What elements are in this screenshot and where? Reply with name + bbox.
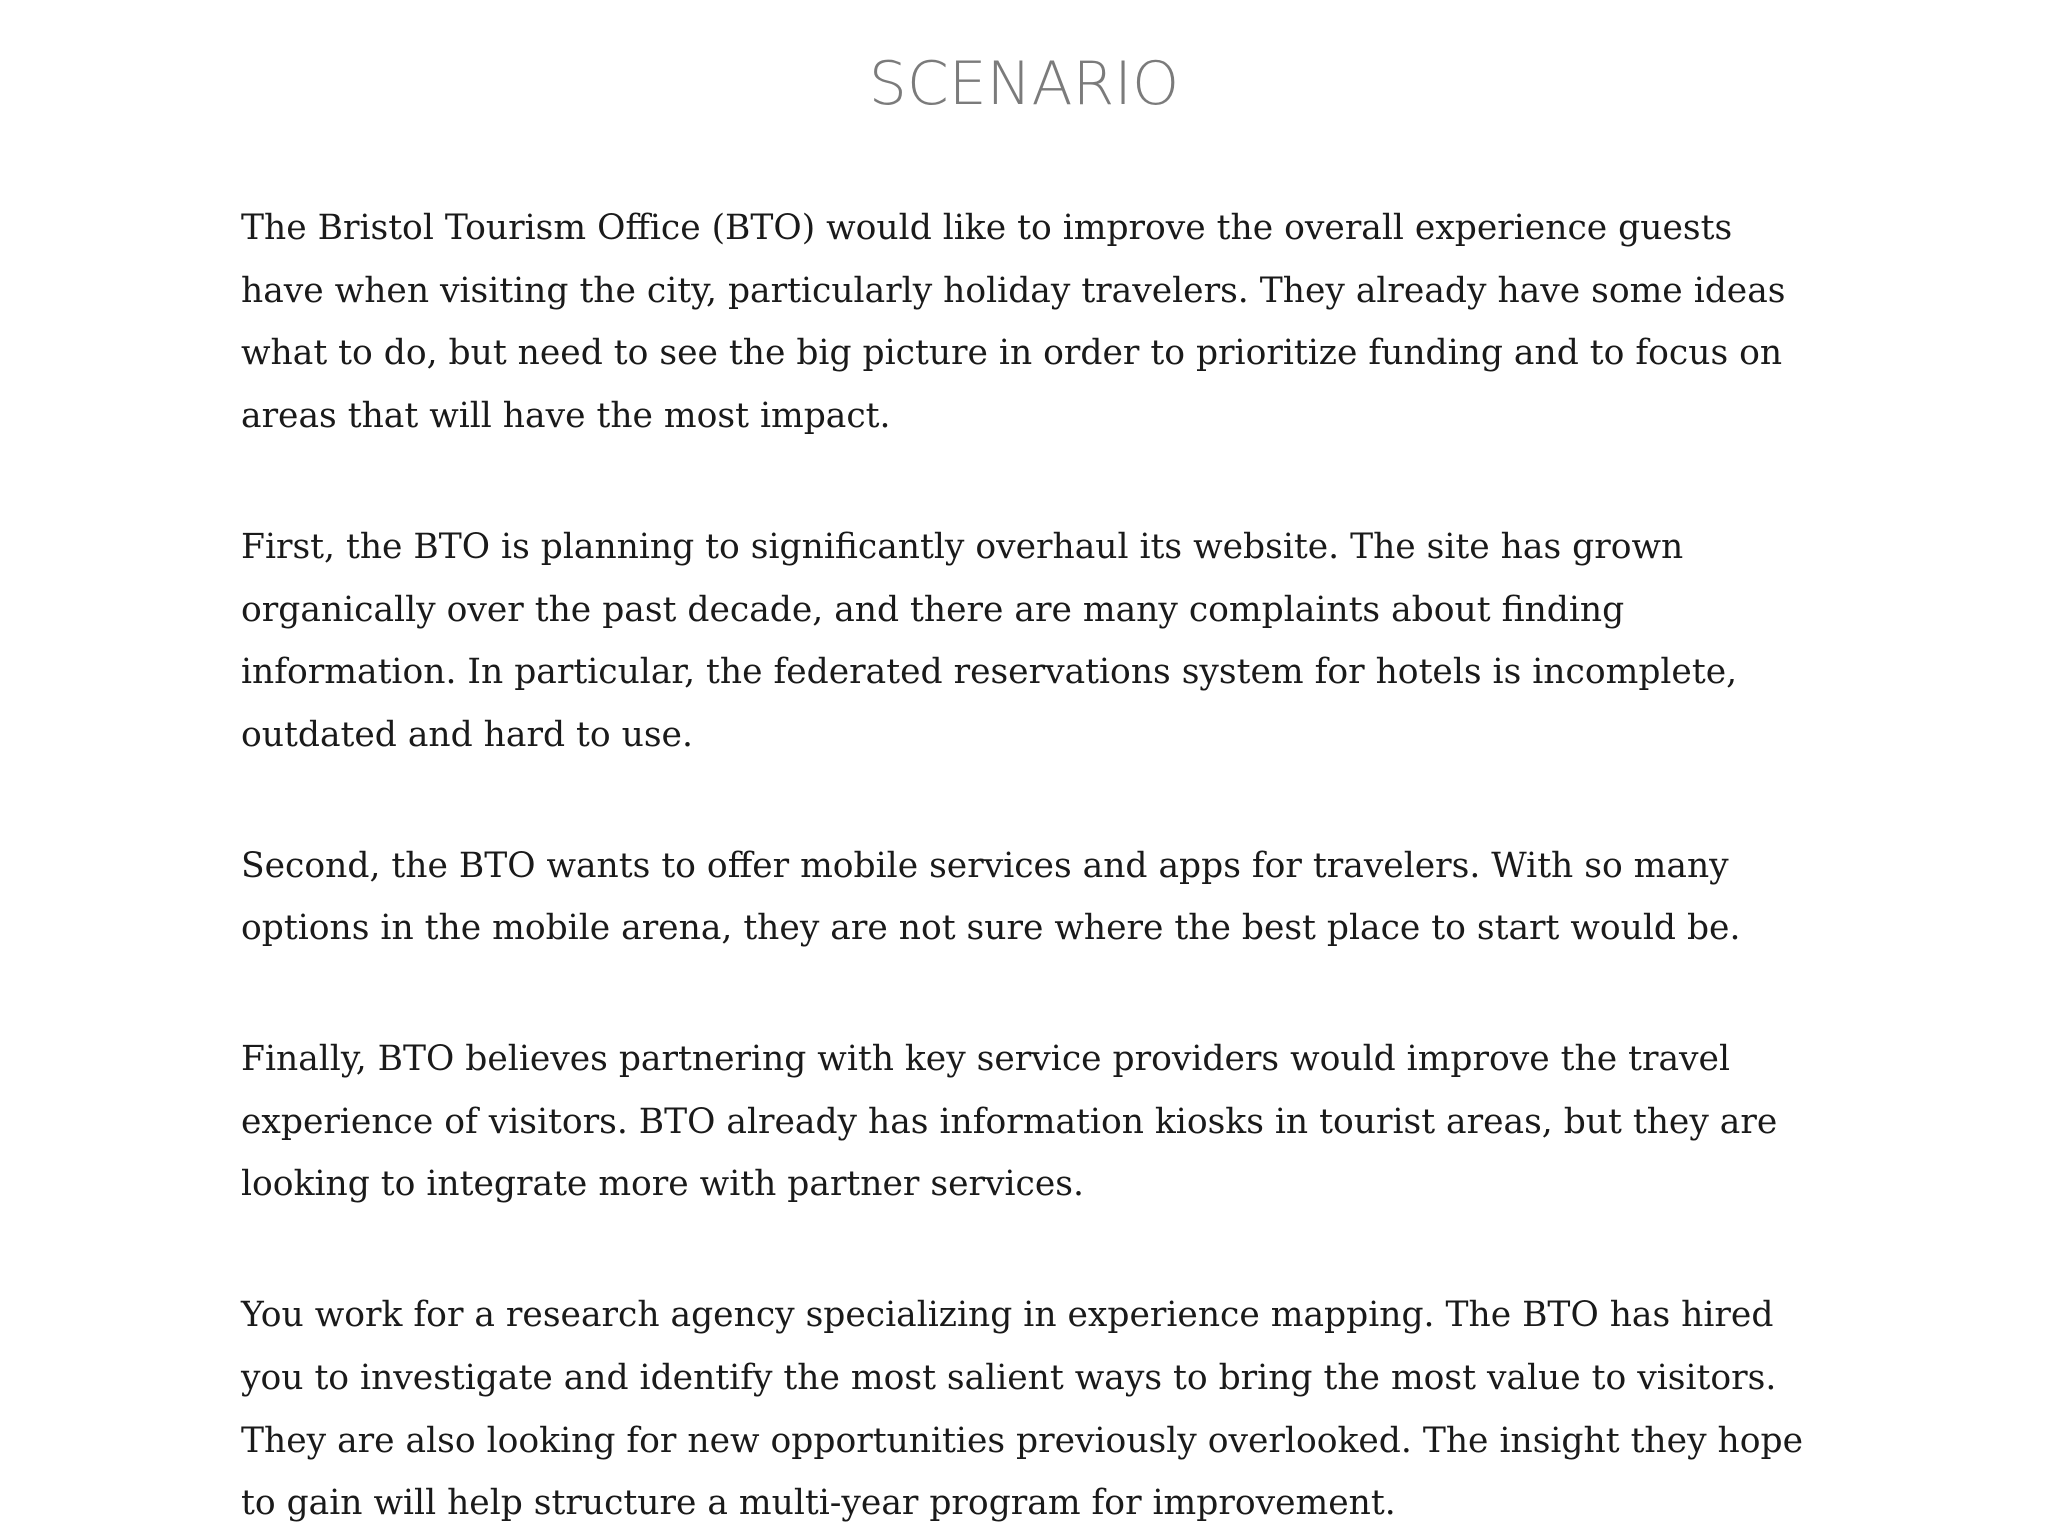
paragraph-website: First, the BTO is planning to significantly overhaul its website. The site has grown organically over the past decade, and there are many complaints about finding information. In particular, the federated reservations system for hotels is incomplete, outdated and hard to use. [241, 526, 1738, 755]
paragraph-mobile: Second, the BTO wants to offer mobile services and apps for travelers. With so many options in the mobile arena, they are not sure where the best place to start would be. [241, 845, 1741, 949]
paragraph-research-agency: You work for a research agency specializing in experience mapping. The BTO has hired you to investigate and identify the most salient ways to bring the most value to visitors. They are also looking for new opportunities previously overlooked. The insight they hope to gain will help structure a multi-year program for improvement. [241, 1295, 1804, 1524]
paragraph-intro: The Bristol Tourism Office (BTO) would like to improve the overall experience guests have when visiting the city, particularly holiday travelers. They already have some ideas what to do, but need to see the big picture in order to prioritize funding and to focus on areas that will have the most impact. [241, 208, 1786, 437]
page-title: SCENARIO [868, 49, 1180, 119]
paragraph-partners: Finally, BTO believes partnering with key service providers would improve the travel experience of visitors. BTO already has information kiosks in tourist areas, but they are looking to integrate more with partner services. [241, 1039, 1778, 1205]
scenario-body [241, 197, 1821, 1535]
